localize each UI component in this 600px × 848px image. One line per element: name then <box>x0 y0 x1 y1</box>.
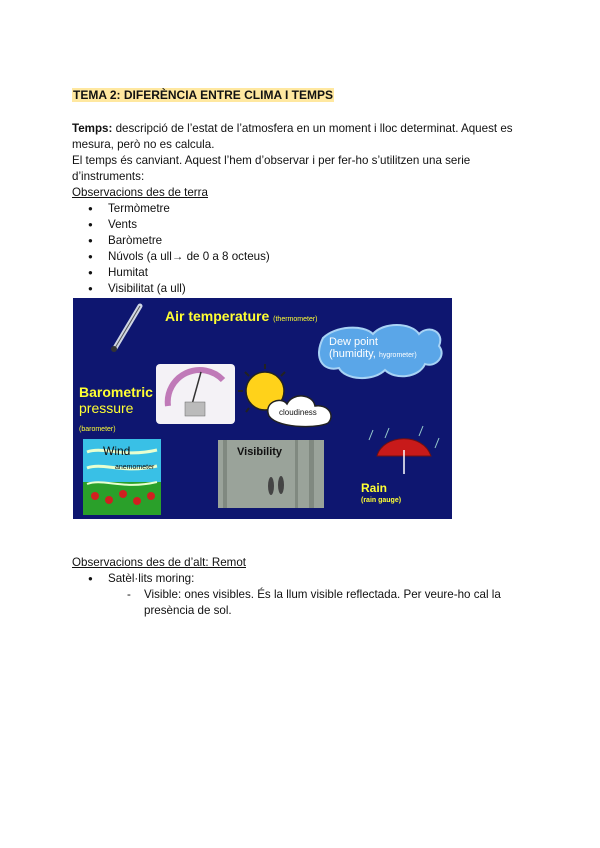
list-item: ● Satèl·lits moring: <box>72 571 194 587</box>
list-item: ● Núvols (a ull→ de 0 a 8 octeus) <box>72 249 270 265</box>
list-item: ● Termòmetre <box>72 201 270 217</box>
anemometer-label: anemometer <box>115 464 155 471</box>
air-temperature-label: Air temperature (thermometer) <box>165 308 318 324</box>
barometer-icon <box>156 364 235 424</box>
dew-point-label: Dew point (humidity, hygrometer) <box>329 336 417 360</box>
barometer-sub-label: (barometer) <box>79 426 116 433</box>
sub-list-item <box>127 587 534 619</box>
umbrella-icon <box>369 426 439 474</box>
cloudiness-label: cloudiness <box>279 408 317 417</box>
definition-text: descripció de l’estat de l’atmosfera en un moment i lloc determinat. Aquest es mesura, però no es calcula. <box>72 122 513 151</box>
intro-paragraph: El temps és canviant. Aquest l’hem d’observar i per fer-ho s’utilitzen una serie d’instruments: <box>72 154 471 183</box>
wind-label: Wind <box>103 444 131 458</box>
visibility-label: Visibility <box>237 446 283 458</box>
definition-paragraph <box>72 121 534 153</box>
ground-list <box>72 201 270 297</box>
thermometer-icon <box>111 306 140 352</box>
definition-term: Temps: <box>72 122 113 135</box>
weather-instruments-figure <box>73 298 452 519</box>
page-title: TEMA 2: DIFERÈNCIA ENTRE CLIMA I TEMPS <box>73 88 334 102</box>
rain-label: Rain <box>361 481 388 495</box>
list-item: ● Baròmetre <box>72 233 270 249</box>
barometric-pressure-label: Barometric pressure <box>79 384 153 416</box>
sub-item-text: Visible: ones visibles. És la llum visible reflectada. Per veure-ho cal la presència de sol. <box>144 588 501 617</box>
list-item: ● Visibilitat (a ull) <box>72 281 270 297</box>
rain-gauge-label: (rain gauge) <box>361 497 402 504</box>
above-heading: Observacions des de d’alt: Remot <box>72 556 246 569</box>
above-list <box>72 571 194 587</box>
ground-heading: Observacions des de terra <box>72 186 208 199</box>
sun-cloud-icon <box>238 364 331 427</box>
list-item: ● Vents <box>72 217 270 233</box>
list-item: ● Humitat <box>72 265 270 281</box>
dash-marker: - <box>127 588 131 601</box>
